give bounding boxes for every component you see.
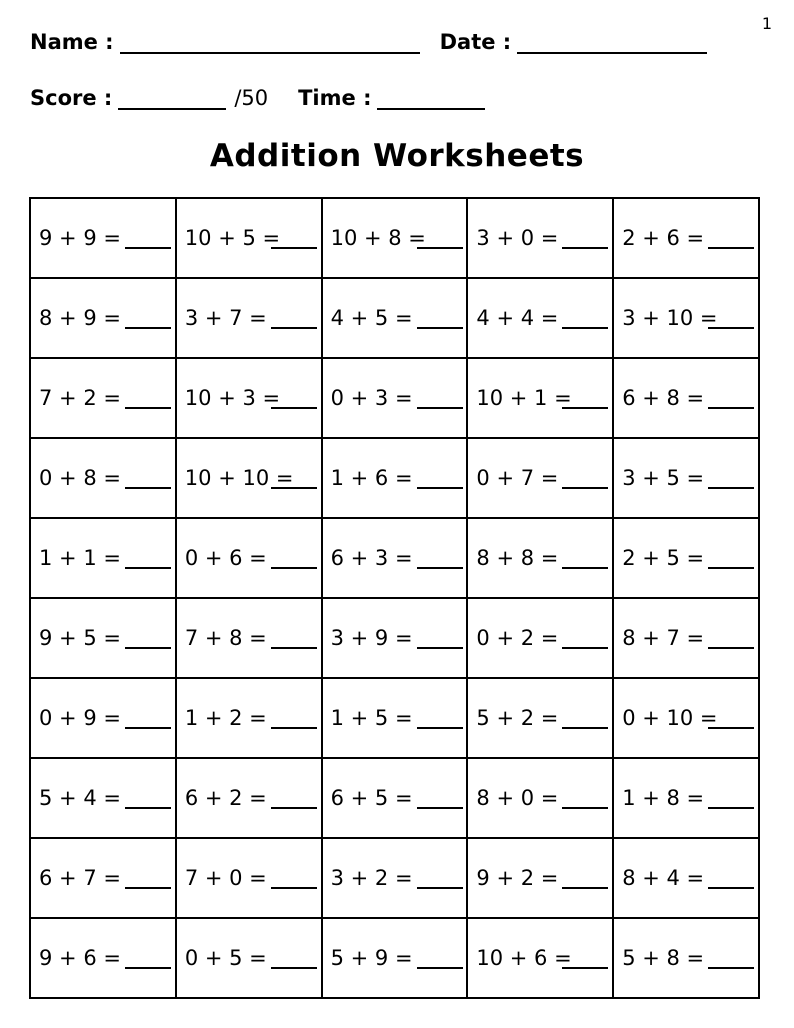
score-total: /50 <box>234 86 269 110</box>
answer-blank[interactable] <box>271 787 317 809</box>
problem-cell <box>322 518 468 598</box>
worksheet-title: Addition Worksheets <box>209 138 585 174</box>
date-label: Date : <box>439 30 512 54</box>
answer-blank[interactable] <box>562 947 608 969</box>
answer-blank[interactable] <box>417 467 463 489</box>
problem-text: 10 + 5 = <box>184 226 281 250</box>
problem-cell <box>322 598 468 678</box>
problem-text: 2 + 6 = <box>622 226 705 250</box>
problem-cell <box>30 758 176 838</box>
problem-cell <box>176 278 322 358</box>
problem-text: 0 + 3 = <box>330 386 413 410</box>
problem-cell <box>613 918 759 998</box>
problem-cell <box>30 678 176 758</box>
problem-cell <box>467 918 613 998</box>
problem-text: 8 + 4 = <box>622 866 705 890</box>
problem-cell <box>467 518 613 598</box>
problem-text: 0 + 9 = <box>39 706 121 730</box>
problem-cell <box>30 278 176 358</box>
problem-text: 1 + 5 = <box>330 706 413 730</box>
problem-cell <box>176 598 322 678</box>
problem-cell <box>30 518 176 598</box>
header-row-score-time <box>30 86 485 110</box>
answer-blank[interactable] <box>708 307 754 329</box>
problem-cell <box>322 838 468 918</box>
problem-cell <box>322 918 468 998</box>
problem-text: 4 + 5 = <box>330 306 413 330</box>
answer-blank[interactable] <box>271 227 317 249</box>
problem-cell <box>322 198 468 278</box>
answer-blank[interactable] <box>125 387 171 409</box>
problem-row <box>30 838 759 918</box>
answer-blank[interactable] <box>708 707 754 729</box>
problem-cell <box>30 598 176 678</box>
answer-blank[interactable] <box>708 547 754 569</box>
problem-text: 1 + 8 = <box>622 786 705 810</box>
answer-blank[interactable] <box>562 627 608 649</box>
problem-text: 6 + 7 = <box>39 866 121 890</box>
problem-text: 8 + 9 = <box>39 306 121 330</box>
answer-blank[interactable] <box>125 307 171 329</box>
problem-cell <box>176 198 322 278</box>
problem-cell <box>176 358 322 438</box>
answer-blank[interactable] <box>417 627 463 649</box>
problem-cell <box>176 838 322 918</box>
problem-text: 6 + 5 = <box>330 786 413 810</box>
problem-cell <box>613 758 759 838</box>
problem-text: 0 + 8 = <box>39 466 121 490</box>
answer-blank[interactable] <box>417 547 463 569</box>
answer-blank[interactable] <box>125 787 171 809</box>
problem-cell <box>613 358 759 438</box>
problem-cell <box>613 198 759 278</box>
answer-blank[interactable] <box>417 307 463 329</box>
problem-text: 7 + 0 = <box>184 866 267 890</box>
problem-text: 3 + 10 = <box>622 306 718 330</box>
problems-grid <box>29 197 760 999</box>
problem-cell <box>30 358 176 438</box>
problem-text: 7 + 8 = <box>184 626 267 650</box>
problem-row <box>30 598 759 678</box>
problem-cell <box>613 838 759 918</box>
problem-text: 9 + 9 = <box>39 226 121 250</box>
problem-cell <box>176 438 322 518</box>
answer-blank[interactable] <box>708 867 754 889</box>
problem-text: 3 + 7 = <box>184 306 267 330</box>
problem-text: 6 + 2 = <box>184 786 267 810</box>
answer-blank[interactable] <box>562 867 608 889</box>
problem-text: 3 + 9 = <box>330 626 413 650</box>
answer-blank[interactable] <box>125 547 171 569</box>
problem-text: 5 + 2 = <box>476 706 559 730</box>
problem-text: 10 + 8 = <box>330 226 426 250</box>
problem-text: 0 + 7 = <box>476 466 559 490</box>
time-label: Time : <box>298 86 372 110</box>
header-row-name-date <box>30 30 707 54</box>
answer-blank[interactable] <box>708 787 754 809</box>
answer-blank[interactable] <box>125 947 171 969</box>
problem-cell <box>30 198 176 278</box>
answer-blank[interactable] <box>708 227 754 249</box>
problem-cell <box>467 358 613 438</box>
problem-text: 10 + 10 = <box>184 466 294 490</box>
answer-blank[interactable] <box>125 867 171 889</box>
problem-cell <box>322 358 468 438</box>
answer-blank[interactable] <box>417 707 463 729</box>
problem-cell <box>613 438 759 518</box>
answer-blank[interactable] <box>417 227 463 249</box>
answer-blank[interactable] <box>271 627 317 649</box>
problem-text: 3 + 2 = <box>330 866 413 890</box>
problem-text: 1 + 2 = <box>184 706 267 730</box>
problem-cell <box>467 838 613 918</box>
problem-row <box>30 918 759 998</box>
answer-blank[interactable] <box>417 787 463 809</box>
problem-cell <box>322 758 468 838</box>
problem-cell <box>467 678 613 758</box>
score-label: Score : <box>30 86 113 110</box>
problem-row <box>30 358 759 438</box>
problem-text: 8 + 7 = <box>622 626 705 650</box>
problem-cell <box>467 438 613 518</box>
problem-text: 0 + 10 = <box>622 706 718 730</box>
problem-row <box>30 518 759 598</box>
problem-cell <box>467 758 613 838</box>
answer-blank[interactable] <box>125 467 171 489</box>
problem-text: 5 + 9 = <box>330 946 413 970</box>
problem-text: 10 + 6 = <box>476 946 572 970</box>
score-field[interactable] <box>118 86 226 110</box>
problem-text: 7 + 2 = <box>39 386 121 410</box>
problem-cell <box>176 758 322 838</box>
time-field[interactable] <box>377 86 485 110</box>
problem-cell <box>613 598 759 678</box>
problem-text: 6 + 3 = <box>330 546 413 570</box>
problem-text: 8 + 8 = <box>476 546 559 570</box>
problem-cell <box>322 438 468 518</box>
answer-blank[interactable] <box>417 867 463 889</box>
answer-blank[interactable] <box>562 307 608 329</box>
problem-row <box>30 678 759 758</box>
problem-text: 1 + 6 = <box>330 466 413 490</box>
problem-row <box>30 758 759 838</box>
problem-text: 5 + 8 = <box>622 946 705 970</box>
name-field[interactable] <box>120 30 420 54</box>
problem-text: 0 + 2 = <box>476 626 559 650</box>
problem-cell <box>176 918 322 998</box>
answer-blank[interactable] <box>125 227 171 249</box>
problem-cell <box>467 278 613 358</box>
answer-blank[interactable] <box>708 947 754 969</box>
problem-cell <box>30 918 176 998</box>
answer-blank[interactable] <box>271 947 317 969</box>
problem-text: 3 + 0 = <box>476 226 559 250</box>
date-field[interactable] <box>517 30 707 54</box>
problem-text: 6 + 8 = <box>622 386 705 410</box>
problem-text: 1 + 1 = <box>39 546 121 570</box>
problem-cell <box>613 278 759 358</box>
name-label: Name : <box>30 30 114 54</box>
problem-cell <box>613 678 759 758</box>
problem-cell <box>467 598 613 678</box>
answer-blank[interactable] <box>708 627 754 649</box>
answer-blank[interactable] <box>562 467 608 489</box>
problem-text: 3 + 5 = <box>622 466 705 490</box>
page-number: 1 <box>761 14 772 33</box>
problem-cell <box>30 838 176 918</box>
problem-text: 10 + 3 = <box>184 386 281 410</box>
answer-blank[interactable] <box>271 307 317 329</box>
answer-blank[interactable] <box>562 707 608 729</box>
problem-text: 9 + 5 = <box>39 626 121 650</box>
answer-blank[interactable] <box>125 707 171 729</box>
problem-text: 10 + 1 = <box>476 386 572 410</box>
answer-blank[interactable] <box>562 547 608 569</box>
problem-cell <box>322 678 468 758</box>
answer-blank[interactable] <box>562 227 608 249</box>
problem-row <box>30 198 759 278</box>
answer-blank[interactable] <box>417 947 463 969</box>
problem-text: 9 + 6 = <box>39 946 121 970</box>
answer-blank[interactable] <box>417 387 463 409</box>
answer-blank[interactable] <box>125 627 171 649</box>
answer-blank[interactable] <box>562 787 608 809</box>
problem-cell <box>322 278 468 358</box>
answer-blank[interactable] <box>271 467 317 489</box>
answer-blank[interactable] <box>271 547 317 569</box>
problem-text: 2 + 5 = <box>622 546 705 570</box>
answer-blank[interactable] <box>271 707 317 729</box>
problem-text: 0 + 6 = <box>184 546 267 570</box>
problem-row <box>30 278 759 358</box>
answer-blank[interactable] <box>271 387 317 409</box>
problem-cell <box>613 518 759 598</box>
problem-text: 9 + 2 = <box>476 866 559 890</box>
problem-cell <box>30 438 176 518</box>
answer-blank[interactable] <box>708 467 754 489</box>
problem-text: 8 + 0 = <box>476 786 559 810</box>
problem-text: 4 + 4 = <box>476 306 559 330</box>
answer-blank[interactable] <box>562 387 608 409</box>
answer-blank[interactable] <box>708 387 754 409</box>
problem-cell <box>176 678 322 758</box>
problem-cell <box>467 198 613 278</box>
problem-cell <box>176 518 322 598</box>
problem-row <box>30 438 759 518</box>
problem-text: 5 + 4 = <box>39 786 121 810</box>
answer-blank[interactable] <box>271 867 317 889</box>
problem-text: 0 + 5 = <box>184 946 267 970</box>
